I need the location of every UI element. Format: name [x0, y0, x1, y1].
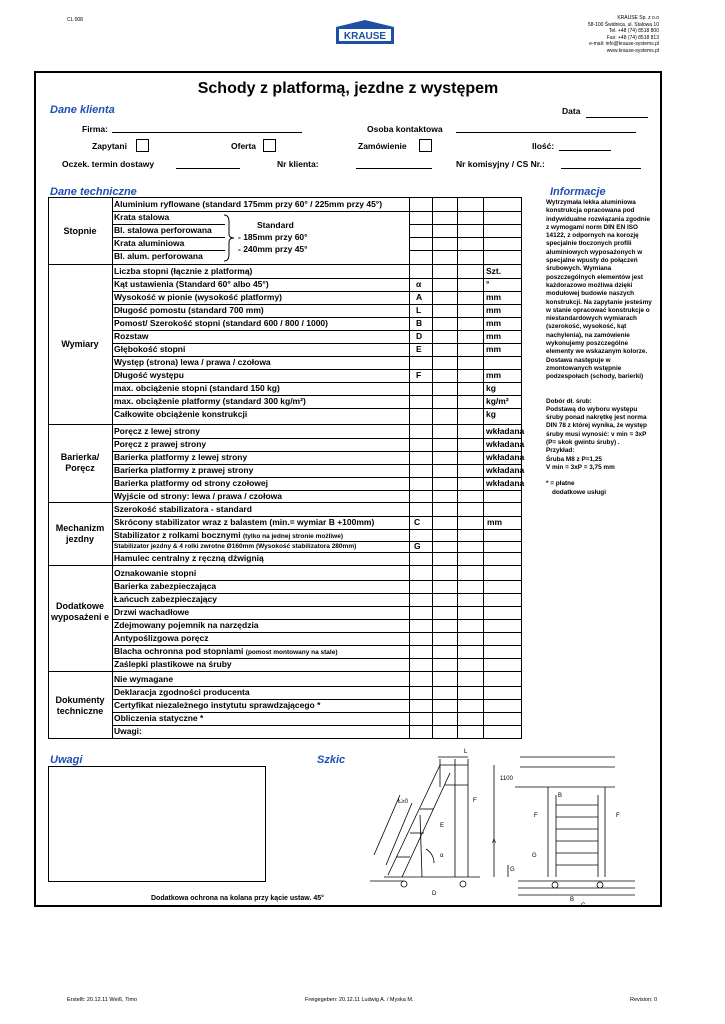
delivery-label: Oczek. termin dostawy: [62, 159, 155, 169]
acc-row-2: Barierka zabezpieczająca: [114, 581, 217, 591]
docs-row-5: Uwagi:: [114, 726, 142, 736]
commission-label: Nr komisyjny / CS Nr.:: [456, 159, 545, 169]
steps-standard-60: - 185mm przy 60°: [238, 232, 308, 242]
steps-row-4: Krata aluminiowa: [114, 238, 185, 248]
mech-row-1: Szerokość stabilizatora - standard: [114, 504, 252, 514]
notes-title: Uwagi: [50, 754, 83, 766]
dims-row-9: Długość występu: [114, 370, 184, 380]
group-railing: Barierka/ Poręcz: [60, 452, 100, 473]
docs-row-4: Obliczenia statyczne *: [114, 713, 204, 723]
delivery-field[interactable]: [176, 168, 240, 169]
group-steps: Stopnie: [63, 226, 97, 236]
dims-row-3-symbol: A: [416, 292, 423, 302]
contact-field[interactable]: [456, 132, 636, 133]
rail-row-6: Wyjście od strony: lewa / prawa / czołowa: [114, 491, 283, 501]
acc-row-3: Łańcuch zabezpieczający: [114, 594, 217, 604]
brace-icon: [222, 214, 236, 262]
dims-row-4-unit: mm: [486, 305, 502, 315]
rail-row-1: Poręcz z lewej strony: [114, 426, 200, 436]
steps-row-5: Bl. alum. perforowana: [114, 251, 203, 261]
group-dimensions: Wymiary: [61, 339, 99, 349]
dims-row-2: Kąt ustawienia (Standard 60° albo 45°): [114, 279, 269, 289]
group-accessories: Dodatkowe wyposażeni e: [50, 601, 110, 622]
footer-released: Freigegeben: 20.12.11 Ludwig A. / Myska M.: [305, 997, 414, 1003]
dims-row-2-symbol: α: [416, 279, 422, 289]
docs-row-1: Nie wymagane: [114, 674, 174, 684]
info-text: Wytrzymała lekka aluminiowa konstrukcja opracowana pod indywidualne rozwiązania zgodnie z wymogami norm DIN EN ISO 14122, z odpornych na korozję specjalnie tłoczonych profili aluminiowych wyposażonych w specjalne wpusty do połączeń śrubowych. Wymiana poszczególnych elementów jest każdorazowo możliwa dzięki modułowej budowie naszych konstrukcji. Na zapytanie jesteśmy w stanie opracować konstrukcje o niestandardowych wymiarach (szerokość, wysokość, kąt nachylenia), na zamówienie wykonujemy poszczególne elementy we wskazanym kolorze. Dostawa następuje w zmontowanych wstępnie podzespołach (schody, barierki) Dobór dł. śrub: Podstawą do wyboru występu śruby ponad nakrętkę jest norma DIN 78 z której wynika, że występ śruby musi wynosić: v min = 3xP (P= skok gwintu śruby) . Przykład: Śruba M8 z P=1,25 V min = 3xP = 3,75 mm * = płatne dodatkowe usługi: [546, 199, 652, 496]
svg-text:L: L: [464, 749, 468, 755]
order-label: Zamówienie: [358, 141, 407, 151]
page-title: Schody z platformą, jezdne z występem: [197, 80, 499, 97]
client-no-label: Nr klienta:: [277, 159, 319, 169]
dims-row-9-symbol: F: [416, 370, 422, 380]
qty-field[interactable]: [559, 150, 611, 151]
group-mechanism: Mechanizm jezdny: [55, 523, 105, 544]
dims-row-10-unit: kg: [486, 383, 496, 393]
dims-row-3: Wysokość w pionie (wysokość platformy): [114, 292, 282, 302]
mech-row-2: Skrócony stabilizator wraz z balastem (min.= wymiar B +100mm): [114, 517, 375, 527]
dims-row-6-symbol: D: [416, 331, 423, 341]
firm-field[interactable]: [112, 132, 302, 133]
dims-row-9-unit: mm: [486, 370, 502, 380]
rail-row-5: Barierka platformy od strony czołowej: [114, 478, 268, 488]
notes-box[interactable]: [48, 766, 266, 882]
date-field[interactable]: [586, 117, 648, 118]
dims-row-5: Pomost/ Szerokość stopni (standard 600 / 800 / 1000): [114, 318, 328, 328]
dims-row-10: max. obciążenie stopni (standard 150 kg): [114, 383, 280, 393]
client-section-title: Dane klienta: [50, 104, 115, 116]
rail-row-1-unit: wkładana: [486, 426, 525, 436]
dims-row-4: Długość pomostu (standard 700 mm): [114, 305, 264, 315]
dims-row-3-unit: mm: [486, 292, 502, 302]
info-section-title: Informacje: [550, 186, 606, 198]
inquiry-checkbox[interactable]: [136, 139, 149, 152]
dims-row-7: Głębokość stopni: [114, 344, 186, 354]
dims-row-2-unit: °: [486, 279, 490, 289]
qty-label: Ilość:: [532, 141, 555, 151]
dims-row-6: Rozstaw: [114, 331, 149, 341]
acc-row-8: Zaślepki plastikowe na śruby: [114, 659, 232, 669]
dims-row-1: Liczba stopni (łącznie z platformą): [114, 266, 253, 276]
steps-row-1: Aluminium ryflowane (standard 175mm przy 60° / 225mm przy 45°): [114, 199, 383, 209]
dims-row-11: max. obciążenie platformy (standard 300 kg/m²): [114, 396, 306, 406]
dims-row-12: Całkowite obciążenie konstrukcji: [114, 409, 248, 419]
svg-text:F: F: [616, 813, 620, 819]
svg-text:1100: 1100: [500, 776, 513, 782]
dims-row-4-symbol: L: [416, 305, 422, 315]
commission-field[interactable]: [561, 168, 641, 169]
mech-row-4-symbol: G: [414, 541, 421, 551]
sketch-title: Szkic: [317, 754, 346, 766]
svg-text:B: B: [570, 897, 575, 903]
client-no-field[interactable]: [356, 168, 432, 169]
rail-row-3-unit: wkładana: [486, 452, 525, 462]
doc-code: CL 008: [67, 17, 83, 23]
svg-text:α: α: [440, 853, 444, 859]
svg-text:G: G: [510, 867, 515, 873]
svg-text:B: B: [558, 793, 563, 799]
company-address: KRAUSE Sp. z o.o 58-100 Świdnica, ul. Stalowa 10 Tel. +48 (74) 8518 800 Fax: +48 (74) 8518 813 e-mail: info@krause-systems.pl www.krause-systems.pl: [587, 15, 659, 54]
rail-row-2: Poręcz z prawej strony: [114, 439, 207, 449]
acc-row-7: Blacha ochronna pod stopniami (pomost montowany na stale): [114, 646, 338, 656]
svg-text:C: C: [581, 903, 586, 909]
date-label: Data: [562, 106, 581, 116]
steps-standard: Standard: [257, 220, 294, 230]
offer-checkbox[interactable]: [263, 139, 276, 152]
rail-row-4-unit: wkładana: [486, 465, 525, 475]
technical-section-title: Dane techniczne: [50, 186, 137, 198]
stair-sketch: [360, 745, 650, 909]
dims-row-7-unit: mm: [486, 344, 502, 354]
svg-text:KRAUSE: KRAUSE: [343, 31, 387, 42]
steps-row-3: Bl. stalowa perforowana: [114, 225, 212, 235]
mech-row-2-symbol: C: [414, 517, 421, 527]
firm-label: Firma:: [82, 124, 108, 134]
contact-label: Osoba kontaktowa: [367, 124, 443, 134]
rail-row-4: Barierka platformy z prawej strony: [114, 465, 254, 475]
svg-text:A: A: [492, 839, 497, 845]
svg-text:Ł≥0: Ł≥0: [398, 799, 408, 805]
inquiry-label: Zapytani: [92, 141, 127, 151]
mech-row-4: Stabilizator jezdny & 4 rolki zwrotne Ø160mm (Wysokość stabilizatora 280mm): [114, 543, 357, 550]
footer-revision: Revision: 0: [630, 997, 658, 1003]
steps-standard-45: - 240mm przy 45°: [238, 244, 308, 254]
svg-text:E: E: [440, 823, 445, 829]
svg-text:F: F: [473, 798, 477, 804]
acc-row-4: Drzwi wachadłowe: [114, 607, 190, 617]
krause-logo: [332, 18, 398, 46]
svg-text:G: G: [532, 853, 537, 859]
dims-row-1-unit: Szt.: [486, 266, 502, 276]
footer-created: Erstellt: 20.12.11 Weiß, Timo: [67, 997, 138, 1003]
dims-row-5-symbol: B: [416, 318, 423, 328]
dims-row-8: Występ (strona) lewa / prawa / czołowa: [114, 357, 271, 367]
knee-protection-note: Dodatkowa ochrona na kolana przy kącie ustaw. 45°: [151, 895, 324, 902]
dims-row-7-symbol: E: [416, 344, 422, 354]
rail-row-5-unit: wkładana: [486, 478, 525, 488]
docs-row-3: Certyfikat niezależnego instytutu sprawdzającego *: [114, 700, 321, 710]
order-checkbox[interactable]: [419, 139, 432, 152]
dims-row-11-unit: kg/m²: [486, 396, 509, 406]
offer-label: Oferta: [231, 141, 257, 151]
dims-row-6-unit: mm: [486, 331, 502, 341]
svg-text:D: D: [432, 891, 437, 897]
docs-row-2: Deklaracja zgodności producenta: [114, 687, 250, 697]
group-documents: Dokumenty techniczne: [55, 695, 105, 716]
mech-row-2-unit: mm: [487, 517, 503, 527]
mech-row-5: Hamulec centralny z ręczną dźwignią: [114, 553, 264, 563]
mech-row-3: Stabilizator z rolkami bocznymi (tylko na jednej stronie możliwe): [114, 530, 344, 540]
rail-row-2-unit: wkładana: [486, 439, 525, 449]
acc-row-5: Zdejmowany pojemnik na narzędzia: [114, 620, 259, 630]
dims-row-5-unit: mm: [486, 318, 502, 328]
svg-text:F: F: [534, 813, 538, 819]
acc-row-6: Antypoślizgowa poręcz: [114, 633, 209, 643]
acc-row-1: Oznakowanie stopni: [114, 568, 197, 578]
rail-row-3: Barierka platformy z lewej strony: [114, 452, 248, 462]
steps-row-2: Krata stalowa: [114, 212, 170, 222]
dims-row-12-unit: kg: [486, 409, 496, 419]
